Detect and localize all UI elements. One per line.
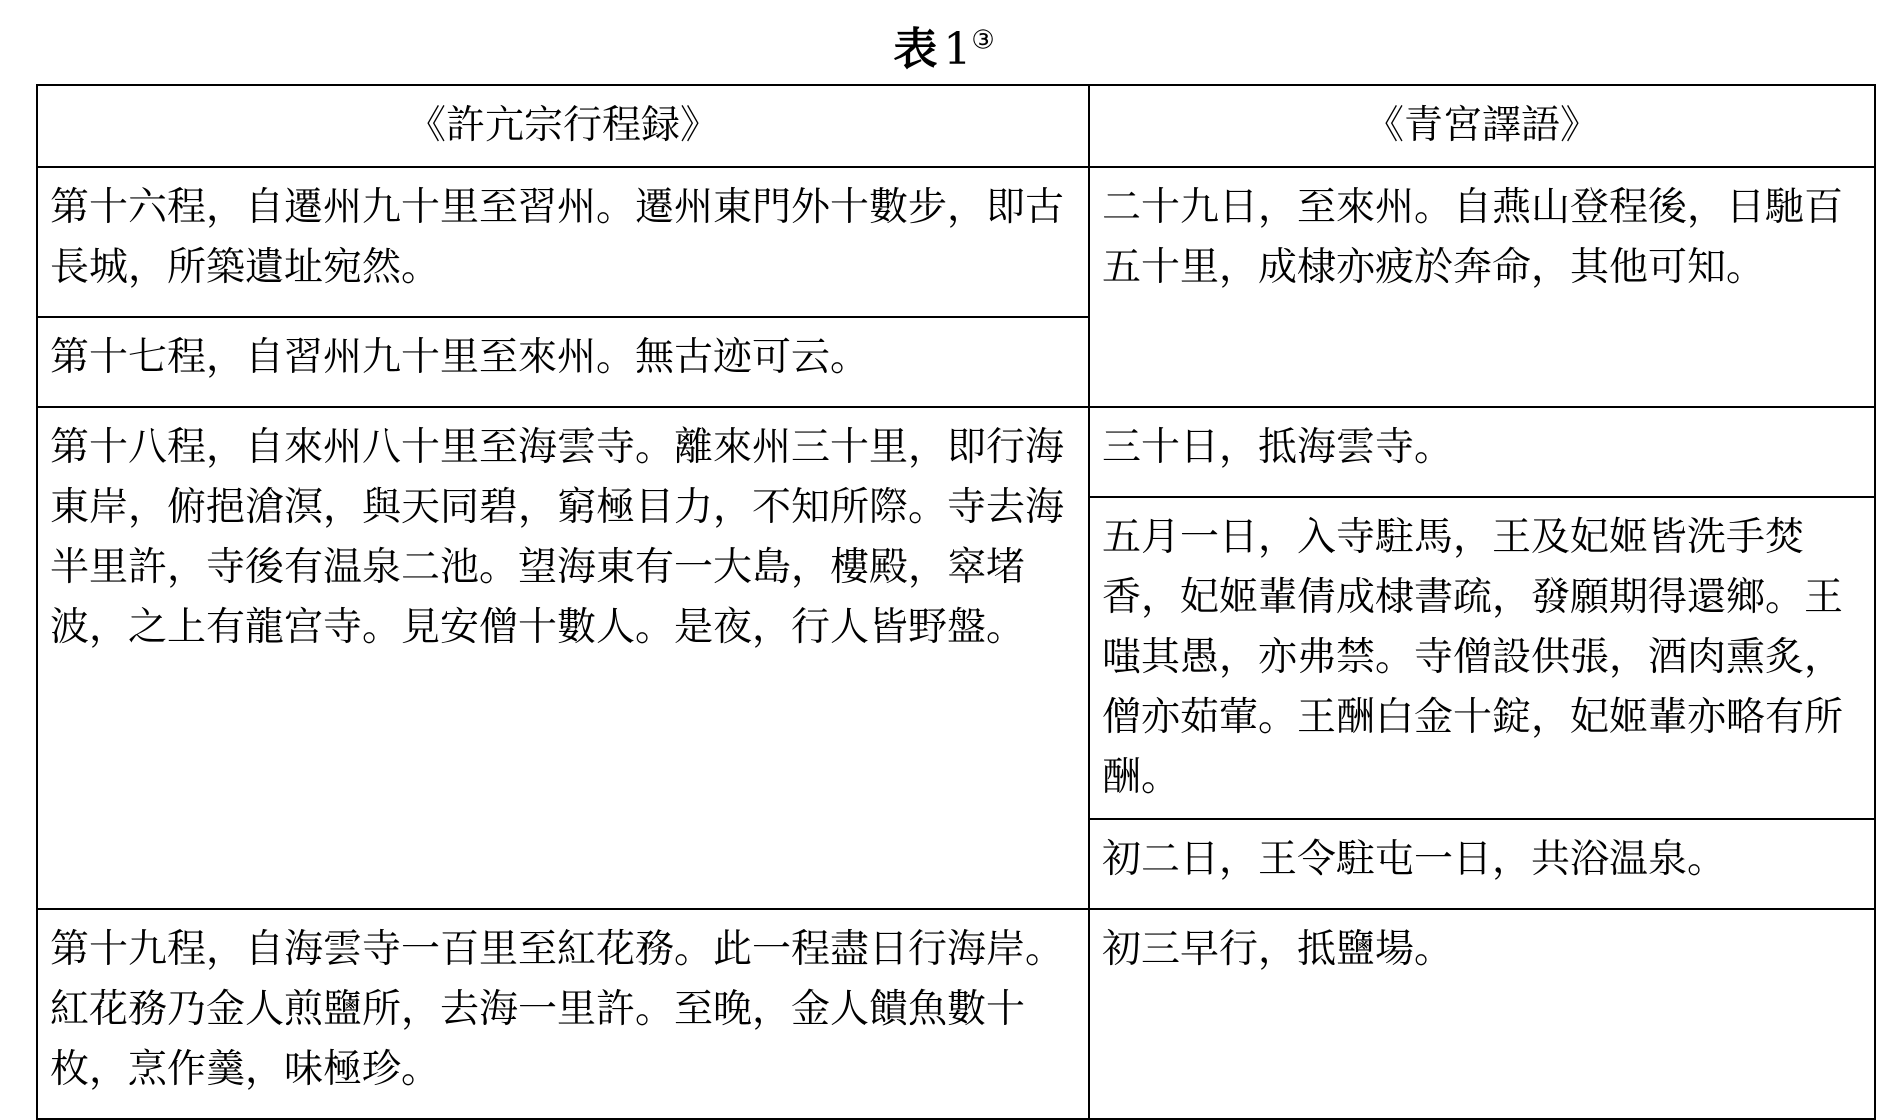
caption-footnote-mark: ③ xyxy=(971,25,995,56)
table-caption xyxy=(0,22,1888,78)
cell-right-may-1: 五月一日，入寺駐馬，王及妃姬皆洗手焚香，妃姬輩倩成棣書疏，發願期得還鄉。王嗤其愚，亦弗禁。寺僧設供張，酒肉熏炙，僧亦茹葷。王酬白金十錠，妃姬輩亦略有所酬。 xyxy=(1089,497,1875,819)
table-row xyxy=(37,167,1875,317)
comparison-table xyxy=(36,84,1876,1120)
table-header-row xyxy=(37,85,1875,167)
cell-right-day-29: 二十九日，至來州。自燕山登程後，日馳百五十里，成棣亦疲於奔命，其他可知。 xyxy=(1089,167,1875,407)
cell-right-may-2: 初二日，王令駐屯一日，共浴温泉。 xyxy=(1089,819,1875,909)
cell-left-stage-18: 第十八程，自來州八十里至海雲寺。離來州三十里，即行海東岸，俯挹滄溟，與天同碧，窮極目力，不知所際。寺去海半里許，寺後有温泉二池。望海東有一大島，樓殿，窣堵波，之上有龍宫寺。見安僧十數人。是夜，行人皆野盤。 xyxy=(37,407,1089,909)
cell-right-day-30: 三十日，抵海雲寺。 xyxy=(1089,407,1875,497)
table-row xyxy=(37,909,1875,1119)
cell-left-stage-16: 第十六程，自遷州九十里至習州。遷州東門外十數步，即古長城，所築遺址宛然。 xyxy=(37,167,1089,317)
header-xu-kangzong: 《許亢宗行程録》 xyxy=(37,85,1089,167)
caption-label: 表 xyxy=(893,24,938,75)
table-row xyxy=(37,407,1875,497)
cell-right-may-3: 初三早行，抵鹽場。 xyxy=(1089,909,1875,1119)
cell-left-stage-17: 第十七程，自習州九十里至來州。無古迹可云。 xyxy=(37,317,1089,407)
caption-number: 1 xyxy=(943,24,972,75)
header-qinggong-yiyu: 《青宮譯語》 xyxy=(1089,85,1875,167)
cell-left-stage-19: 第十九程，自海雲寺一百里至紅花務。此一程盡日行海岸。紅花務乃金人煎鹽所，去海一里許。至晚，金人饋魚數十枚，烹作羹，味極珍。 xyxy=(37,909,1089,1119)
